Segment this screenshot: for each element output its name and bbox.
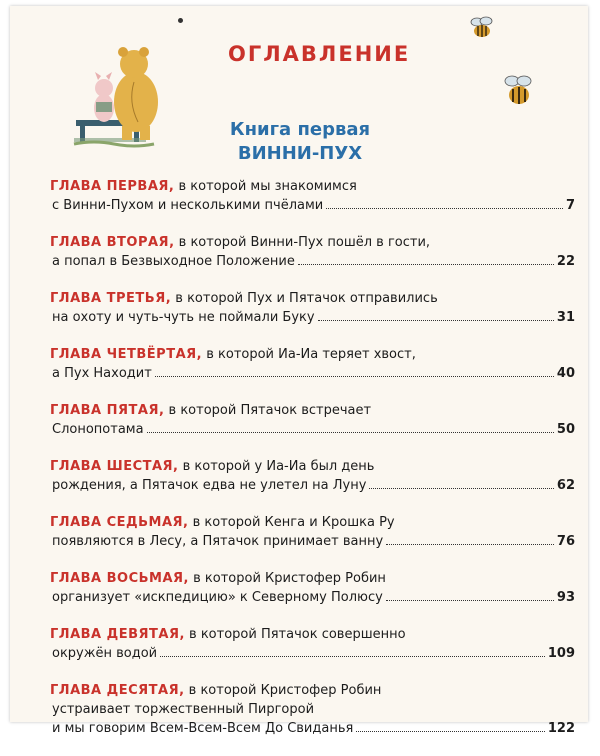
chapter-name: ГЛАВА ЧЕТВЁРТАЯ, xyxy=(50,347,203,362)
chapter-desc: в которой Пятачок совершенно xyxy=(184,627,406,642)
page-number: 50 xyxy=(556,422,575,437)
page-number: 76 xyxy=(556,534,575,549)
leader-dots xyxy=(326,208,563,209)
chapter-desc: в которой Кристофер Робин xyxy=(184,683,382,698)
page-title: ОГЛАВЛЕНИЕ xyxy=(228,42,411,66)
toc-entry[interactable] xyxy=(50,233,575,271)
chapter-desc: а попал в Безвыходное Положение xyxy=(52,254,295,269)
page-number: 40 xyxy=(556,366,575,381)
chapter-name: ГЛАВА ШЕСТАЯ, xyxy=(50,459,179,474)
leader-dots xyxy=(369,488,553,489)
page-number: 22 xyxy=(556,254,575,269)
chapter-desc: с Винни-Пухом и несколькими пчёлами xyxy=(52,198,324,213)
leader-dots xyxy=(318,320,554,321)
chapter-name: ГЛАВА ТРЕТЬЯ, xyxy=(50,291,172,306)
chapter-desc: а Пух Находит xyxy=(52,366,152,381)
leader-dots xyxy=(356,731,545,732)
chapter-desc: в которой Пятачок встречает xyxy=(164,403,372,418)
chapter-desc: в которой Пух и Пятачок отправились xyxy=(171,291,438,306)
book-heading xyxy=(215,118,385,166)
chapter-desc: и мы говорим Всем-Всем-Всем До Свиданья xyxy=(52,721,354,736)
leader-dots xyxy=(160,656,545,657)
chapter-name: ГЛАВА ВТОРАЯ, xyxy=(50,235,175,250)
chapter-desc: рождения, а Пятачок едва не улетел на Луну xyxy=(52,478,367,493)
page-number: 62 xyxy=(556,478,575,493)
book-name: ВИННИ-ПУХ xyxy=(237,143,363,164)
page-number: 7 xyxy=(565,198,575,213)
chapter-desc: устраивает торжественный Пиргорой xyxy=(52,702,315,717)
chapter-name: ГЛАВА ДЕСЯТАЯ, xyxy=(50,683,185,698)
leader-dots xyxy=(147,432,554,433)
toc-entry[interactable] xyxy=(50,401,575,439)
chapter-desc: в которой Иа-Иа теряет хвост, xyxy=(202,347,416,362)
chapter-desc: в которой у Иа-Иа был день xyxy=(178,459,375,474)
toc-entry[interactable] xyxy=(50,625,575,663)
toc-entry[interactable] xyxy=(50,569,575,607)
chapter-desc: окружён водой xyxy=(52,646,158,661)
chapter-desc: организует «искпедицию» к Северному Полюсу xyxy=(52,590,383,605)
page-number: 109 xyxy=(547,646,575,661)
book-page xyxy=(10,6,588,736)
chapter-desc: появляются в Лесу, а Пятачок принимает ванну xyxy=(52,534,384,549)
toc-entry[interactable] xyxy=(50,457,575,495)
pooh-piglet-illustration xyxy=(74,42,184,147)
toc-entry[interactable] xyxy=(50,177,575,215)
leader-dots xyxy=(155,376,554,377)
book-subtitle: Книга первая xyxy=(229,119,371,140)
chapter-desc: в которой мы знакомимся xyxy=(174,179,357,194)
chapter-name: ГЛАВА ДЕВЯТАЯ, xyxy=(50,627,185,642)
page-mark xyxy=(178,18,183,23)
toc-entry[interactable] xyxy=(50,289,575,327)
chapter-desc: в которой Кристофер Робин xyxy=(189,571,386,586)
toc-entry[interactable] xyxy=(50,681,575,738)
leader-dots xyxy=(298,264,554,265)
chapter-desc: Слонопотама xyxy=(52,422,144,437)
chapter-name: ГЛАВА ПЯТАЯ, xyxy=(50,403,165,418)
chapter-desc: на охоту и чуть-чуть не поймали Буку xyxy=(52,310,315,325)
page-number: 31 xyxy=(556,310,575,325)
chapter-desc: в которой Винни-Пух пошёл в гости, xyxy=(174,235,431,250)
chapter-name: ГЛАВА ПЕРВАЯ, xyxy=(50,179,175,194)
chapter-desc: в которой Кенга и Крошка Ру xyxy=(188,515,395,530)
page-number: 122 xyxy=(547,721,575,736)
chapter-name: ГЛАВА СЕДЬМАЯ, xyxy=(50,515,189,530)
toc-entry[interactable] xyxy=(50,513,575,551)
chapter-name: ГЛАВА ВОСЬМАЯ, xyxy=(50,571,189,586)
toc-entry[interactable] xyxy=(50,345,575,383)
leader-dots xyxy=(386,544,554,545)
bee-icon xyxy=(468,14,496,40)
page-number: 93 xyxy=(556,590,575,605)
leader-dots xyxy=(386,600,554,601)
bee-icon xyxy=(502,72,536,108)
table-of-contents xyxy=(50,177,575,756)
